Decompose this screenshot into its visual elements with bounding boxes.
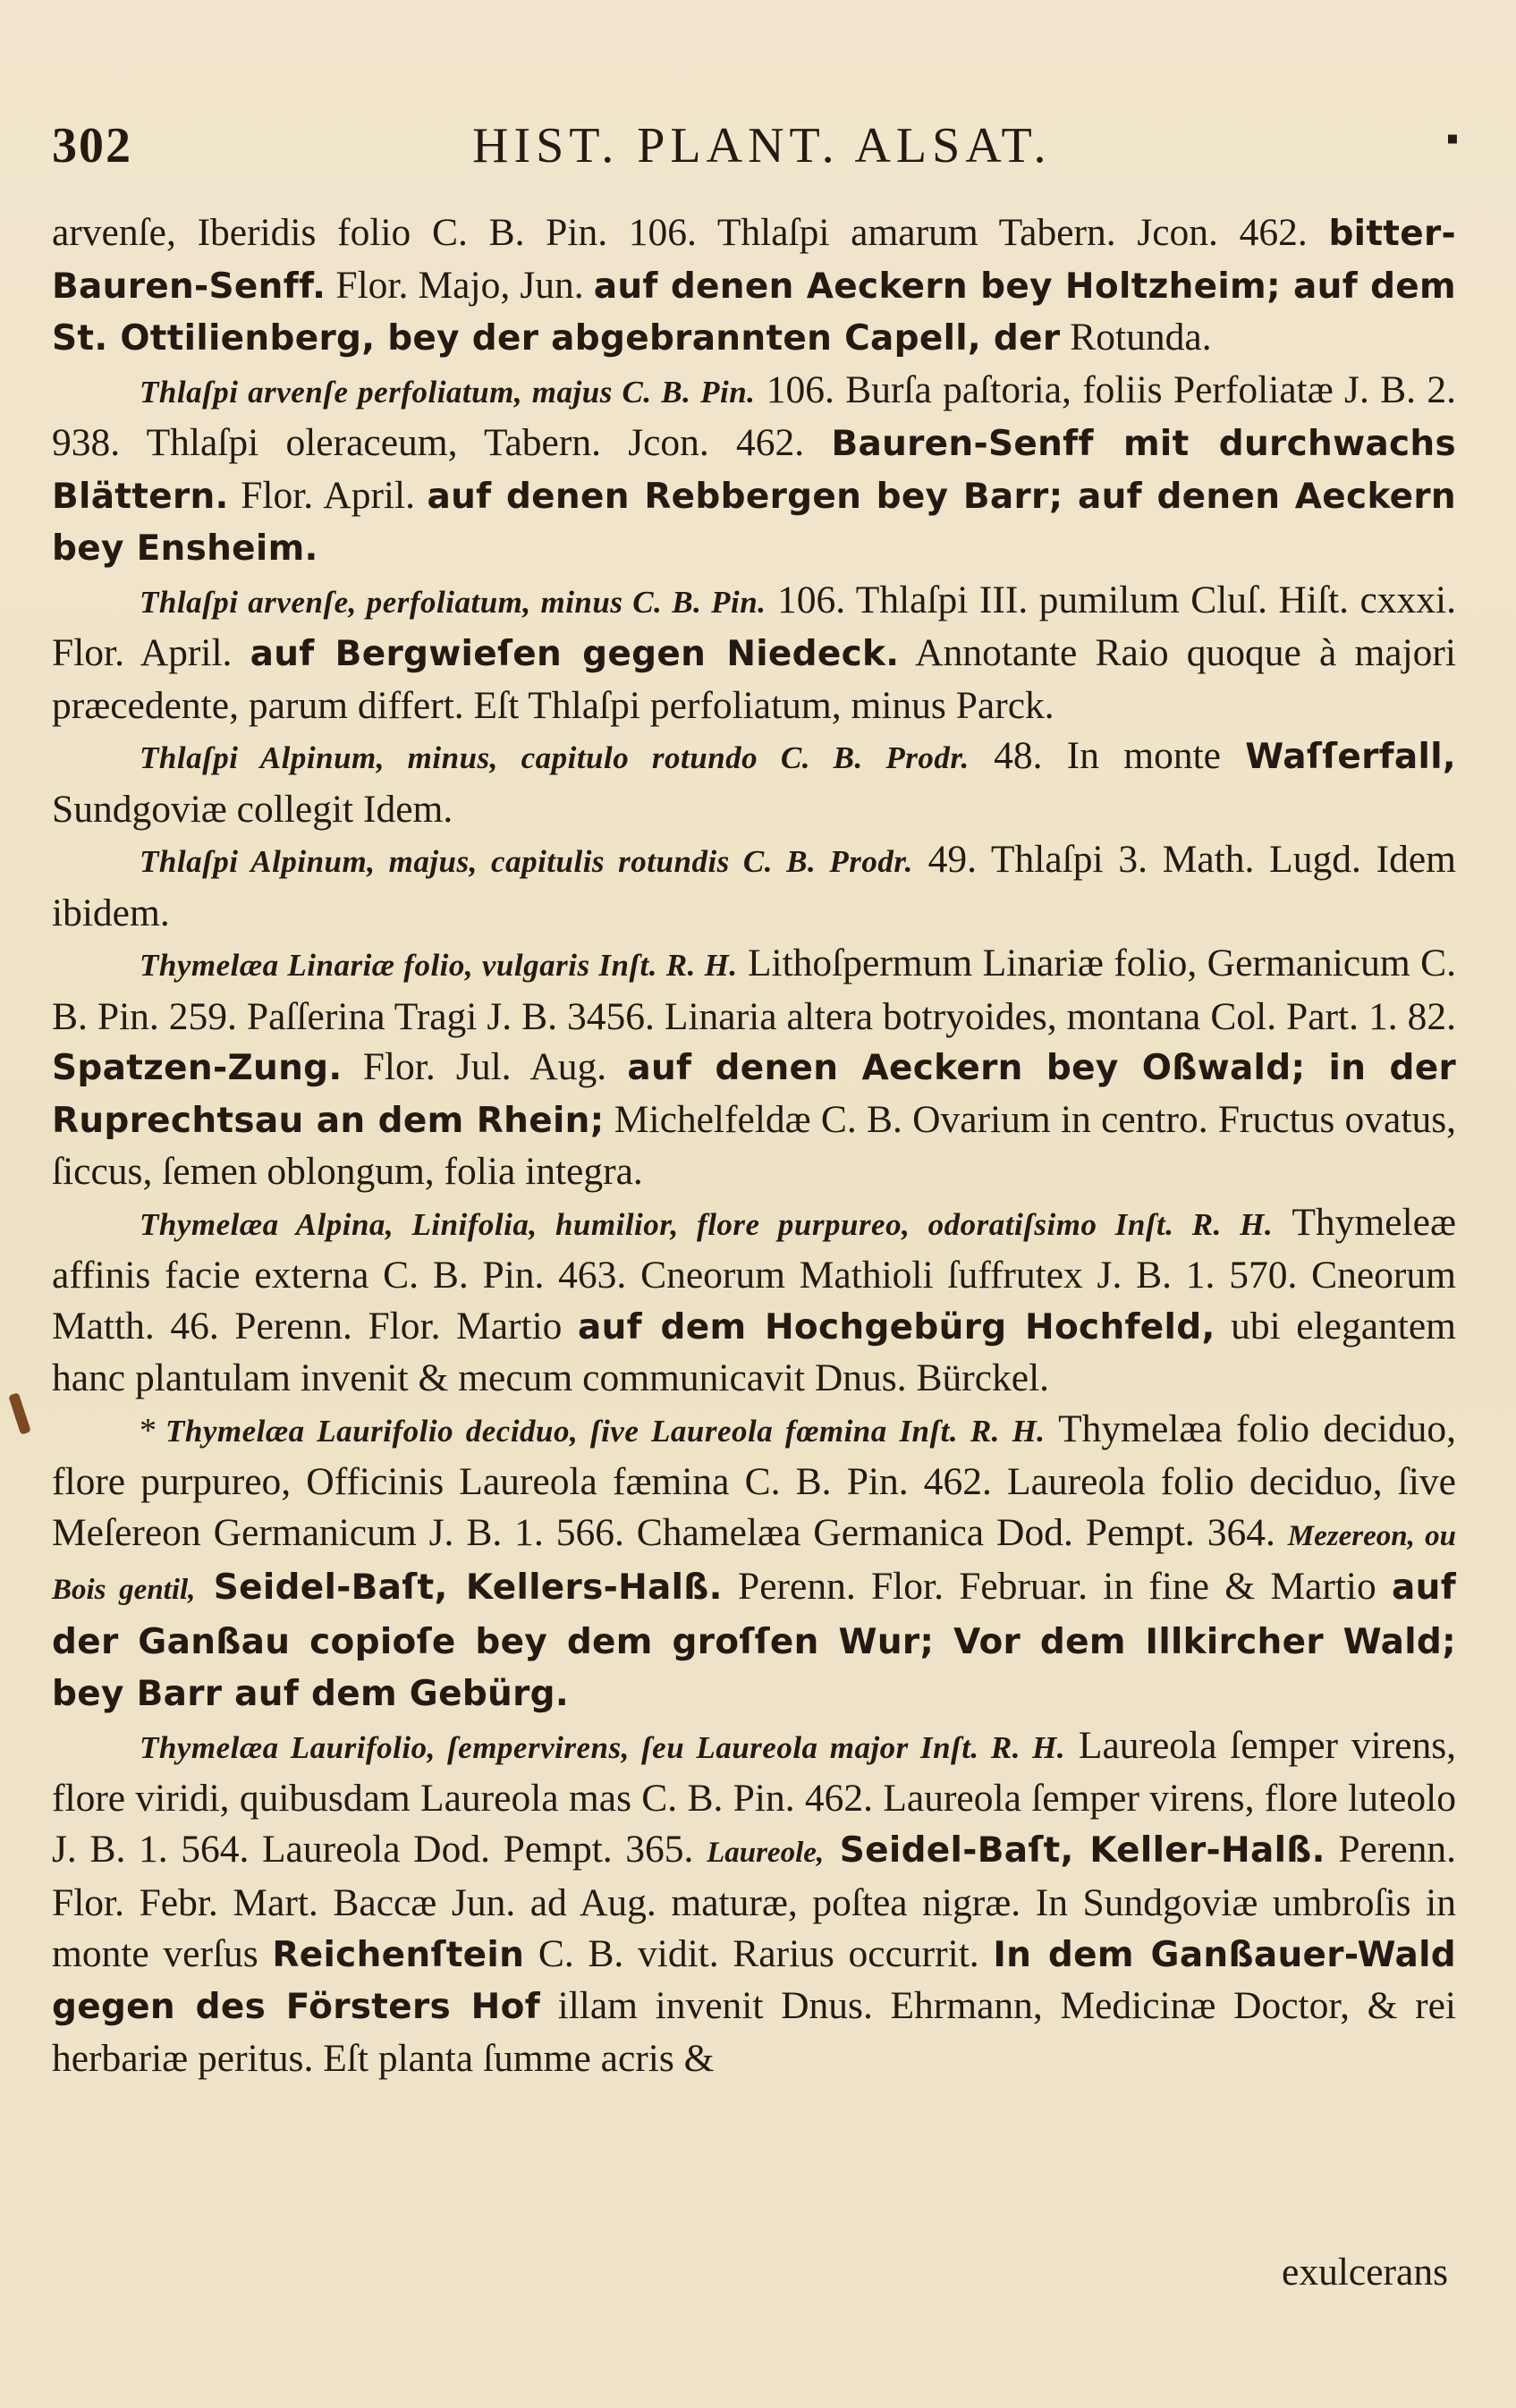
catchword: exulcerans (1282, 2251, 1448, 2294)
entry-thlaspi-perfoliatum-majus (52, 365, 1456, 575)
entry-text: Lithoſpermum Linariæ folio, Germanicum C. B. Pin. 259. Paſſerina Tragi J. B. 3456. Linaria altera botryoides, montana Col. Part. 1. 82. (52, 942, 1456, 1038)
entry-text: Flor. April. (228, 473, 428, 517)
margin-ink-mark (8, 1392, 31, 1434)
german-name: Seidel-Baſt, Kellers-Halß. (195, 1567, 723, 1608)
entry-thymelaea-linariae-folio (52, 938, 1456, 1197)
entry-heading: Thlaſpi Alpinum, minus, capitulo rotundo C. B. Prodr. (140, 740, 970, 775)
entry-text: illam invenit Dnus. Ehrmann, Medicinæ Doctor, & rei herbariæ peritus. Eſt planta ſumme acris & (52, 1984, 1456, 2080)
german-locality: auf der Ganßau copioſe bey dem groſſen Wur; Vor dem Illkircher Wald; bey Barr auf dem Gebürg. (52, 1567, 1456, 1714)
entry-text: arvenſe, Iberidis folio C. B. Pin. 106. Thlaſpi amarum Tabern. Jcon. 462. (52, 211, 1329, 254)
german-locality: In dem Ganßauer-Wald gegen des Försters Hof (52, 1934, 1456, 2027)
asterisk-marker: * (140, 1411, 157, 1449)
running-head: HIST. PLANT. ALSAT. (472, 118, 1052, 173)
entry-thlaspi-alpinum-majus (52, 834, 1456, 938)
entry-heading: Thlaſpi Alpinum, majus, capitulis rotundis C. B. Prodr. (140, 844, 913, 879)
entry-heading: Thymelæa Linariæ folio, vulgaris Inſt. R. H. (140, 948, 738, 983)
german-locality: auf denen Aeckern bey Holtzheim; auf dem St. Ottilienberg, bey der abgebrannten Capell, der (52, 266, 1456, 359)
entry-text: Thymelæa folio deciduo, flore purpureo, Officinis Laureola fæmina C. B. Pin. 462. Laureola folio deciduo, ſive Meſereon Germanicum J. B. 1. 566. Chamelæa Germanica Dod. Pempt. 364. (52, 1407, 1456, 1554)
entry-heading: Thlaſpi arvenſe, perfoliatum, minus C. B. Pin. (140, 584, 766, 620)
header-ornament: ▪ (1445, 118, 1464, 158)
german-locality: auf denen Rebbergen bey Barr; auf denen Aeckern bey Ensheim. (52, 476, 1456, 569)
entry-text: C. B. vidit. Rarius occurrit. (524, 1931, 994, 1975)
entry-thlaspi-alpinum-minus (52, 731, 1456, 834)
page-header (52, 114, 1464, 177)
entry-thymelaea-alpina (52, 1197, 1456, 1404)
page-number: 302 (52, 118, 132, 173)
german-locality: Waſſerfall, (1245, 737, 1456, 777)
entry-text: Sundgoviæ collegit Idem. (52, 787, 453, 831)
german-locality: auf dem Hochgebürg Hochfeld, (577, 1306, 1215, 1348)
entry-thymelaea-laurifolio-sempervirens (52, 1720, 1456, 2084)
entry-text: Michelfeldæ C. B. Ovarium in centro. Fructus ovatus, ſiccus, ſemen oblongum, folia integra. (52, 1097, 1457, 1193)
german-name: bitter-Bauren-Senff. (52, 214, 1456, 307)
entry-text: 106. Burſa paſtoria, foliis Perfoliatæ J. B. 2. 938. Thlaſpi oleraceum, Tabern. Jcon. 462. (52, 368, 1456, 464)
german-name: Bauren-Senff mit durchwachs Blättern. (52, 424, 1457, 517)
entry-text: 48. In monte (969, 734, 1246, 777)
entry-text: Rotunda. (1060, 316, 1212, 359)
entry-heading: Thymelæa Laurifolio, ſempervirens, ſeu Laureola major Inſt. R. H. (140, 1729, 1066, 1765)
entry-text: Laureola ſemper virens, flore viridi, quibusdam Laureola mas C. B. Pin. 462. Laureola ſemper virens, flore luteolo J. B. 1. 564. Laureola Dod. Pempt. 365. (52, 1723, 1456, 1871)
entry-thlaspi-perfoliatum-minus (52, 575, 1456, 731)
entry-thlaspi-arvense-continued (52, 207, 1456, 365)
german-locality: Reichenſtein (272, 1934, 525, 1975)
entry-text: 106. Thlaſpi III. pumilum Cluſ. Hiſt. cxxxi. Flor. April. (52, 578, 1456, 674)
entry-thymelaea-laurifolio-deciduo (52, 1404, 1456, 1720)
german-locality: auf Bergwieſen gegen Niedeck. (250, 634, 900, 674)
german-name: Spatzen-Zung. (52, 1048, 343, 1088)
entry-heading: Thymelæa Laurifolio deciduo, ſive Laureola fœmina Inſt. R. H. (165, 1413, 1046, 1449)
entry-text: Annotante Raio quoque à majori præcedente, parum differt. Eſt Thlaſpi perfoliatum, minus Parck. (52, 631, 1456, 727)
entry-text: Thymeleæ affinis facie externa C. B. Pin. 463. Cneorum Mathioli ſuffrutex J. B. 1. 570. Cneorum Matth. 46. Perenn. Flor. Martio (52, 1200, 1456, 1348)
german-locality: auf denen Aeckern bey Oßwald; in der Ruprechtsau an dem Rhein; (52, 1048, 1456, 1141)
entry-text: Perenn. Flor. Februar. in fine & Martio (722, 1565, 1393, 1608)
german-name: Seidel-Baſt, Keller-Halß. (824, 1829, 1325, 1871)
french-name: Mezereon, ou Bois gentil, (52, 1519, 1456, 1606)
entry-heading: Thymelæa Alpina, Linifolia, humilior, flore purpureo, odoratiſsimo Inſt. R. H. (140, 1206, 1274, 1242)
entry-text: Flor. Majo, Jun. (326, 263, 594, 307)
entry-text: 49. Thlaſpi 3. Math. Lugd. Idem ibidem. (52, 838, 1456, 934)
entry-text: ubi elegantem hanc plantulam invenit & mecum communicavit Dnus. Bürckel. (52, 1304, 1456, 1399)
entry-text: Perenn. Flor. Febr. Mart. Baccæ Jun. ad Aug. maturæ, poſtea nigræ. In Sundgoviæ umbroſis in monte verſus (52, 1827, 1457, 1975)
french-name: Laureole, (707, 1836, 825, 1869)
body-text (52, 207, 1456, 2083)
entry-heading: Thlaſpi arvenſe perfoliatum, majus C. B. Pin. (140, 374, 756, 410)
entry-text: Flor. Jul. Aug. (342, 1045, 628, 1088)
